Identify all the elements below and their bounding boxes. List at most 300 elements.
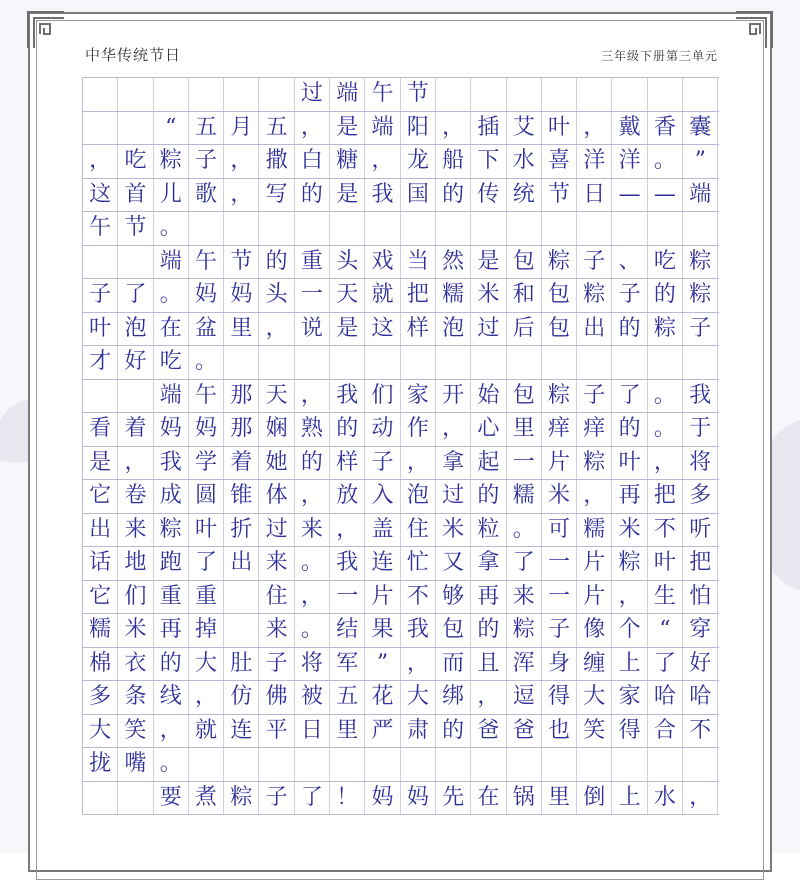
grid-cell: 端 [330, 78, 365, 111]
grid-cell: 重 [154, 581, 189, 614]
grid-cell: 艾 [507, 112, 542, 145]
grid-cell: 浑 [507, 648, 542, 681]
grid-cell [507, 78, 542, 111]
grid-cell: ， [471, 681, 506, 714]
grid-cell: 不 [683, 715, 718, 748]
grid-cell: 后 [507, 313, 542, 346]
grid-cell: ， [401, 648, 436, 681]
grid-cell: 将 [683, 447, 718, 480]
grid-cell: 是 [83, 447, 118, 480]
grid-cell: 天 [330, 279, 365, 312]
grid-cell: 好 [118, 346, 153, 379]
grid-cell: 妈 [189, 413, 224, 446]
grid-cell: 多 [683, 480, 718, 513]
grid-cell: 们 [118, 581, 153, 614]
grid-cell [118, 380, 153, 413]
grid-cell: 儿 [154, 179, 189, 212]
grid-cell: 重 [189, 581, 224, 614]
grid-cell [118, 78, 153, 111]
grid-cell: 将 [295, 648, 330, 681]
grade-unit-label: 三年级下册第三单元 [600, 49, 718, 63]
grid-cell: 这 [365, 313, 400, 346]
grid-cell: 然 [436, 246, 471, 279]
grid-cell: 棉 [83, 648, 118, 681]
grid-cell [507, 212, 542, 245]
grid-row [83, 648, 719, 682]
grid-cell: 好 [683, 648, 718, 681]
grid-cell [471, 212, 506, 245]
grid-cell [683, 212, 718, 245]
grid-cell: 哈 [648, 681, 683, 714]
grid-cell: ， [259, 313, 294, 346]
grid-cell: 子 [189, 145, 224, 178]
grid-cell [365, 346, 400, 379]
grid-cell: 的 [471, 614, 506, 647]
grid-cell: 子 [259, 782, 294, 815]
writing-grid [82, 77, 719, 815]
grid-cell [471, 748, 506, 781]
grid-cell: 、 [612, 246, 647, 279]
grid-cell: 午 [189, 380, 224, 413]
grid-cell: 圆 [189, 480, 224, 513]
grid-row [83, 413, 719, 447]
grid-cell [224, 581, 259, 614]
grid-cell: 我 [330, 380, 365, 413]
grid-cell: 笑 [577, 715, 612, 748]
grid-cell: 得 [542, 681, 577, 714]
grid-cell [189, 212, 224, 245]
grid-cell: 的 [295, 447, 330, 480]
grid-cell: 盖 [365, 514, 400, 547]
grid-cell [507, 748, 542, 781]
grid-cell: 把 [683, 547, 718, 580]
grid-cell: 子 [259, 648, 294, 681]
grid-cell: 妈 [401, 782, 436, 815]
grid-cell: 果 [365, 614, 400, 647]
grid-cell: 是 [330, 112, 365, 145]
grid-cell [83, 782, 118, 815]
grid-cell: 在 [154, 313, 189, 346]
grid-cell: 跑 [154, 547, 189, 580]
grid-cell: 锅 [507, 782, 542, 815]
grid-cell: 煮 [189, 782, 224, 815]
grid-cell [259, 748, 294, 781]
grid-cell: 花 [365, 681, 400, 714]
grid-row [83, 313, 719, 347]
grid-cell: ， [683, 782, 718, 815]
grid-cell: 包 [436, 614, 471, 647]
grid-cell: 子 [542, 614, 577, 647]
grid-cell: 。 [189, 346, 224, 379]
grid-cell: ， [295, 581, 330, 614]
grid-cell: 了 [189, 547, 224, 580]
grid-cell: 泡 [436, 313, 471, 346]
grid-cell: 像 [577, 614, 612, 647]
grid-cell: 且 [471, 648, 506, 681]
grid-cell: 午 [365, 78, 400, 111]
grid-cell: 节 [542, 179, 577, 212]
grid-cell [436, 78, 471, 111]
grid-cell: 歌 [189, 179, 224, 212]
grid-cell: 成 [154, 480, 189, 513]
grid-cell: 的 [295, 179, 330, 212]
grid-row [83, 480, 719, 514]
grid-cell: ， [295, 112, 330, 145]
grid-cell: 包 [542, 313, 577, 346]
grid-cell: 佛 [259, 681, 294, 714]
grid-cell: 大 [577, 681, 612, 714]
grid-cell: 大 [189, 648, 224, 681]
grid-cell: 泡 [401, 480, 436, 513]
grid-row [83, 279, 719, 313]
grid-cell: 要 [154, 782, 189, 815]
grid-cell: ， [189, 681, 224, 714]
grid-cell: 了 [507, 547, 542, 580]
grid-cell: 龙 [401, 145, 436, 178]
grid-cell: 端 [365, 112, 400, 145]
grid-cell: 作 [401, 413, 436, 446]
grid-cell: ， [612, 581, 647, 614]
grid-cell: 节 [118, 212, 153, 245]
grid-cell: 一 [507, 447, 542, 480]
grid-cell: 米 [612, 514, 647, 547]
grid-cell: ， [83, 145, 118, 178]
grid-cell [118, 112, 153, 145]
grid-cell: 那 [224, 380, 259, 413]
grid-cell: 看 [83, 413, 118, 446]
grid-cell: 痒 [542, 413, 577, 446]
grid-cell: 叶 [542, 112, 577, 145]
grid-cell [83, 246, 118, 279]
grid-cell: 个 [612, 614, 647, 647]
grid-cell [577, 748, 612, 781]
grid-cell: 平 [259, 715, 294, 748]
grid-cell: 香 [648, 112, 683, 145]
grid-cell: 片 [577, 547, 612, 580]
grid-cell: 。 [648, 145, 683, 178]
grid-cell: 了 [648, 648, 683, 681]
grid-cell: 的 [259, 246, 294, 279]
grid-cell [118, 246, 153, 279]
grid-cell [683, 748, 718, 781]
grid-cell: 大 [401, 681, 436, 714]
grid-cell: ， [648, 447, 683, 480]
grid-cell: ， [577, 480, 612, 513]
grid-cell: 盆 [189, 313, 224, 346]
grid-cell: ， [330, 514, 365, 547]
grid-cell [577, 78, 612, 111]
grid-cell: 天 [259, 380, 294, 413]
grid-cell: 过 [436, 480, 471, 513]
grid-cell: 的 [612, 313, 647, 346]
grid-cell: 米 [471, 279, 506, 312]
grid-cell: 爸 [471, 715, 506, 748]
grid-cell: 拢 [83, 748, 118, 781]
grid-cell [471, 346, 506, 379]
grid-cell: 再 [612, 480, 647, 513]
grid-cell: ， [295, 380, 330, 413]
grid-cell: — [612, 179, 647, 212]
grid-cell: 端 [683, 179, 718, 212]
grid-cell: 军 [330, 648, 365, 681]
grid-cell: 泡 [118, 313, 153, 346]
grid-row [83, 145, 719, 179]
grid-cell: 出 [577, 313, 612, 346]
grid-cell [401, 748, 436, 781]
grid-cell: 子 [83, 279, 118, 312]
grid-cell: 一 [295, 279, 330, 312]
grid-cell: 又 [436, 547, 471, 580]
grid-cell [648, 346, 683, 379]
grid-cell: 里 [224, 313, 259, 346]
grid-cell [648, 78, 683, 111]
grid-cell: 粽 [612, 547, 647, 580]
grid-cell: 不 [401, 581, 436, 614]
grid-cell [436, 212, 471, 245]
grid-cell: 五 [189, 112, 224, 145]
grid-cell: 妈 [189, 279, 224, 312]
grid-cell: 娴 [259, 413, 294, 446]
grid-cell: 妈 [224, 279, 259, 312]
grid-row [83, 78, 719, 112]
grid-cell: 身 [542, 648, 577, 681]
grid-cell: 五 [259, 112, 294, 145]
grid-row [83, 681, 719, 715]
grid-cell [259, 212, 294, 245]
grid-cell [648, 748, 683, 781]
grid-cell: 粽 [577, 447, 612, 480]
grid-cell: 写 [259, 179, 294, 212]
grid-cell: 是 [330, 179, 365, 212]
grid-cell [612, 78, 647, 111]
grid-cell [330, 212, 365, 245]
grid-cell: 听 [683, 514, 718, 547]
grid-cell: ， [401, 447, 436, 480]
grid-cell: 合 [648, 715, 683, 748]
grid-cell [189, 78, 224, 111]
grid-cell: 子 [683, 313, 718, 346]
grid-cell: 白 [295, 145, 330, 178]
grid-cell: 。 [154, 748, 189, 781]
grid-cell: 大 [83, 715, 118, 748]
grid-cell [295, 212, 330, 245]
grid-cell: 包 [507, 246, 542, 279]
grid-cell: 动 [365, 413, 400, 446]
grid-cell: 样 [330, 447, 365, 480]
grid-cell [612, 212, 647, 245]
grid-cell: 一 [330, 581, 365, 614]
grid-cell: 包 [507, 380, 542, 413]
grid-cell [224, 614, 259, 647]
grid-cell: 出 [83, 514, 118, 547]
grid-cell: 的 [436, 179, 471, 212]
grid-cell: 开 [436, 380, 471, 413]
grid-cell: 们 [365, 380, 400, 413]
grid-cell: 囊 [683, 112, 718, 145]
grid-row [83, 782, 719, 816]
grid-cell: 糯 [83, 614, 118, 647]
grid-row [83, 346, 719, 380]
grid-cell [365, 212, 400, 245]
grid-cell: 才 [83, 346, 118, 379]
grid-cell: 出 [224, 547, 259, 580]
grid-cell: 米 [118, 614, 153, 647]
grid-cell: 节 [224, 246, 259, 279]
grid-cell: 她 [259, 447, 294, 480]
grid-cell: 洋 [612, 145, 647, 178]
grid-row [83, 581, 719, 615]
grid-cell [259, 346, 294, 379]
grid-cell: ， [154, 715, 189, 748]
grid-cell: 里 [542, 782, 577, 815]
grid-cell: 肃 [401, 715, 436, 748]
grid-cell: 的 [612, 413, 647, 446]
corner-ornament-top-left-icon [24, 8, 68, 52]
grid-cell: 水 [507, 145, 542, 178]
grid-cell: 一 [542, 547, 577, 580]
grid-cell: 把 [401, 279, 436, 312]
grid-cell: — [648, 179, 683, 212]
grid-cell: 的 [330, 413, 365, 446]
grid-cell: 家 [401, 380, 436, 413]
grid-cell: 可 [542, 514, 577, 547]
grid-cell [295, 748, 330, 781]
grid-cell: 够 [436, 581, 471, 614]
grid-cell: 阳 [401, 112, 436, 145]
grid-cell: 而 [436, 648, 471, 681]
grid-cell: 是 [471, 246, 506, 279]
grid-cell: 。 [507, 514, 542, 547]
grid-cell [612, 748, 647, 781]
grid-cell: 逗 [507, 681, 542, 714]
grid-cell: 喜 [542, 145, 577, 178]
grid-cell: 子 [577, 246, 612, 279]
grid-row [83, 715, 719, 749]
grid-cell: 粽 [154, 514, 189, 547]
grid-cell: 水 [648, 782, 683, 815]
grid-cell: 妈 [154, 413, 189, 446]
grid-cell: 倒 [577, 782, 612, 815]
grid-cell: 。 [295, 547, 330, 580]
grid-cell: 仿 [224, 681, 259, 714]
grid-cell: 粽 [507, 614, 542, 647]
grid-cell: ， [436, 413, 471, 446]
grid-cell: 地 [118, 547, 153, 580]
grid-cell: 糯 [436, 279, 471, 312]
grid-cell: 妈 [365, 782, 400, 815]
grid-cell: ！ [330, 782, 365, 815]
grid-cell: 来 [295, 514, 330, 547]
grid-cell: 了 [295, 782, 330, 815]
grid-cell: 粽 [542, 246, 577, 279]
grid-cell: 片 [542, 447, 577, 480]
grid-cell: 我 [330, 547, 365, 580]
grid-cell: 来 [118, 514, 153, 547]
grid-row [83, 179, 719, 213]
grid-cell: 粽 [577, 279, 612, 312]
grid-cell [577, 346, 612, 379]
grid-cell: 的 [154, 648, 189, 681]
grid-cell: 卷 [118, 480, 153, 513]
grid-cell: 月 [224, 112, 259, 145]
grid-cell: 连 [224, 715, 259, 748]
grid-cell: 把 [648, 480, 683, 513]
grid-cell: 拿 [436, 447, 471, 480]
grid-cell: 糯 [577, 514, 612, 547]
subject-title: 中华传统节日 [85, 46, 182, 64]
grid-cell: 午 [83, 212, 118, 245]
grid-row [83, 112, 719, 146]
grid-cell: 那 [224, 413, 259, 446]
grid-cell: 国 [401, 179, 436, 212]
grid-cell: 不 [648, 514, 683, 547]
grid-cell: 上 [612, 648, 647, 681]
grid-cell [224, 212, 259, 245]
grid-cell: 生 [648, 581, 683, 614]
grid-cell: ， [295, 480, 330, 513]
grid-cell: 。 [154, 212, 189, 245]
grid-cell: 吃 [154, 346, 189, 379]
grid-cell: 说 [295, 313, 330, 346]
grid-cell: 洋 [577, 145, 612, 178]
grid-cell: 片 [365, 581, 400, 614]
grid-cell: 重 [295, 246, 330, 279]
grid-cell [224, 346, 259, 379]
grid-cell [401, 346, 436, 379]
grid-cell: 也 [542, 715, 577, 748]
grid-cell: 的 [436, 715, 471, 748]
grid-cell: 它 [83, 480, 118, 513]
grid-cell: 学 [189, 447, 224, 480]
grid-cell: 节 [401, 78, 436, 111]
grid-cell: 了 [612, 380, 647, 413]
grid-cell [471, 78, 506, 111]
grid-cell: 端 [154, 246, 189, 279]
grid-cell: 叶 [648, 547, 683, 580]
grid-cell [507, 346, 542, 379]
grid-cell: 我 [401, 614, 436, 647]
grid-cell: 的 [648, 279, 683, 312]
grid-cell [401, 212, 436, 245]
grid-cell: 折 [224, 514, 259, 547]
grid-cell: 粽 [683, 279, 718, 312]
grid-cell: 穿 [683, 614, 718, 647]
grid-cell [612, 346, 647, 379]
grid-cell: 传 [471, 179, 506, 212]
grid-row [83, 547, 719, 581]
grid-cell: ” [365, 648, 400, 681]
grid-row [83, 212, 719, 246]
grid-cell: 戴 [612, 112, 647, 145]
grid-cell: ， [365, 145, 400, 178]
grid-cell: 着 [224, 447, 259, 480]
grid-cell: 。 [154, 279, 189, 312]
grid-cell: 粒 [471, 514, 506, 547]
grid-cell [365, 748, 400, 781]
grid-cell: ， [577, 112, 612, 145]
grid-cell [83, 380, 118, 413]
grid-cell: 过 [471, 313, 506, 346]
grid-cell: 爸 [507, 715, 542, 748]
grid-cell: 就 [189, 715, 224, 748]
grid-cell: 我 [683, 380, 718, 413]
grid-cell: 我 [154, 447, 189, 480]
grid-cell [189, 748, 224, 781]
grid-row [83, 614, 719, 648]
grid-cell: 日 [577, 179, 612, 212]
grid-cell [259, 78, 294, 111]
grid-cell: 。 [295, 614, 330, 647]
